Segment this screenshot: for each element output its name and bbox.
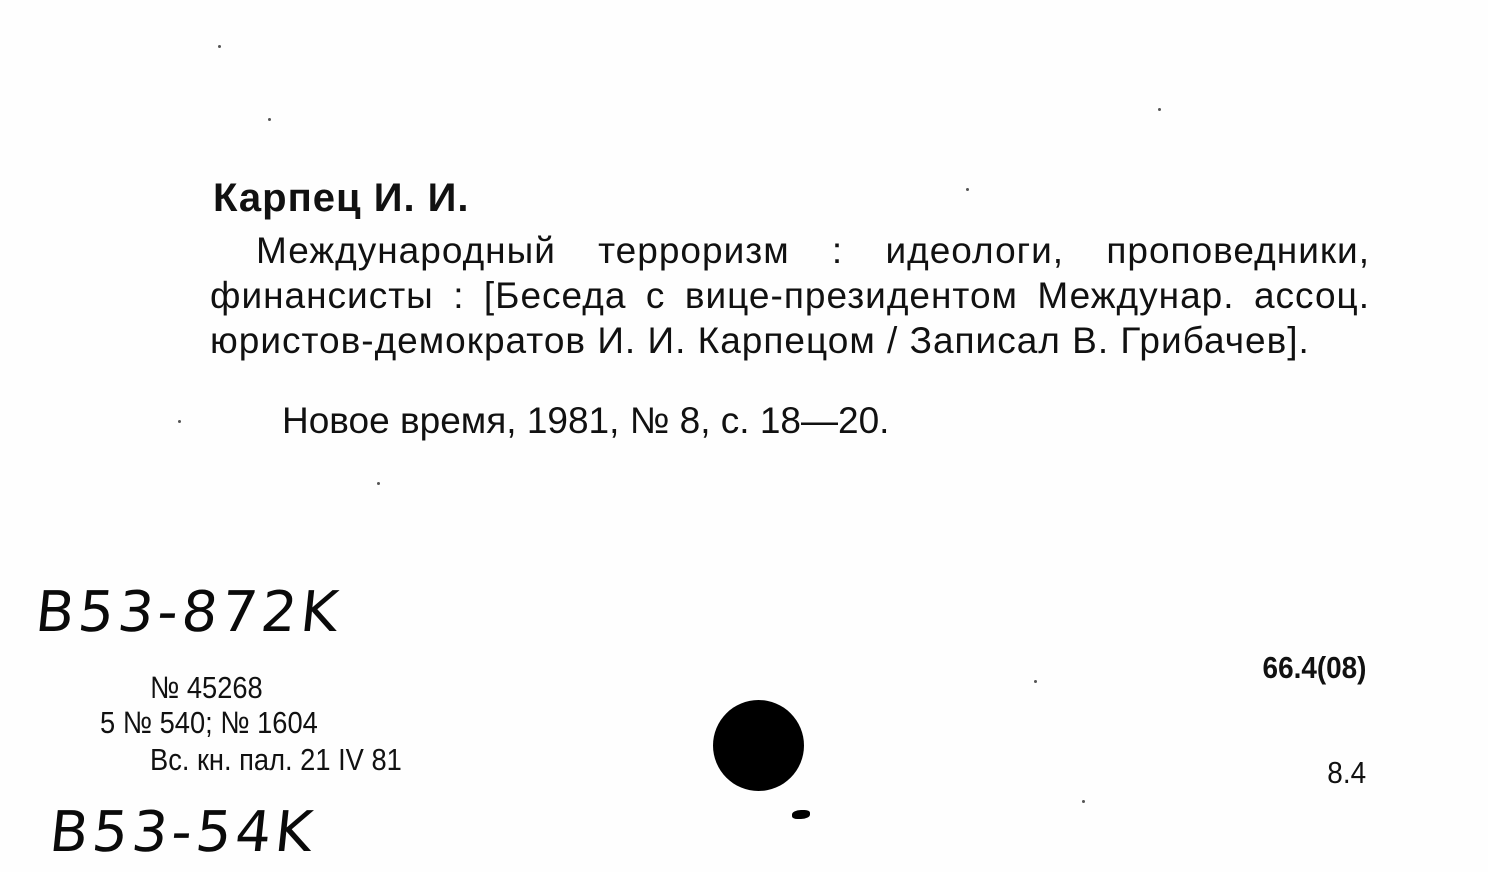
shelf-code: 8.4 [1327,755,1366,790]
paper-speck [1082,800,1085,803]
classification-code: 66.4(08) [1262,650,1366,685]
issue-numbers: 5 № 540; № 1604 [100,705,318,740]
punch-hole-fragment [792,810,810,819]
paper-speck [1034,680,1037,683]
paper-speck [966,188,969,191]
paper-speck [268,118,271,121]
inventory-number: № 45268 [150,670,263,705]
card-source: Новое время, 1981, № 8, с. 18—20. [282,400,890,441]
paper-speck [1158,108,1161,111]
card-author: Карпец И. И. [213,176,470,220]
paper-speck [377,482,380,485]
paper-speck [178,420,181,423]
handwritten-code-top: B53-872K [32,580,345,645]
punch-hole [713,700,804,791]
paper-speck [218,45,221,48]
registry-note: Вс. кн. пал. 21 IV 81 [150,742,402,777]
card-description: Международный терроризм : идеологи, проповедники, финансисты : [Беседа с вице-президентом Междунар. ассоц. юристов-демократов И. И. Карпецом / Записал В. Грибачев]. [210,230,1370,361]
handwritten-code-bottom: B53-54K [46,800,320,865]
